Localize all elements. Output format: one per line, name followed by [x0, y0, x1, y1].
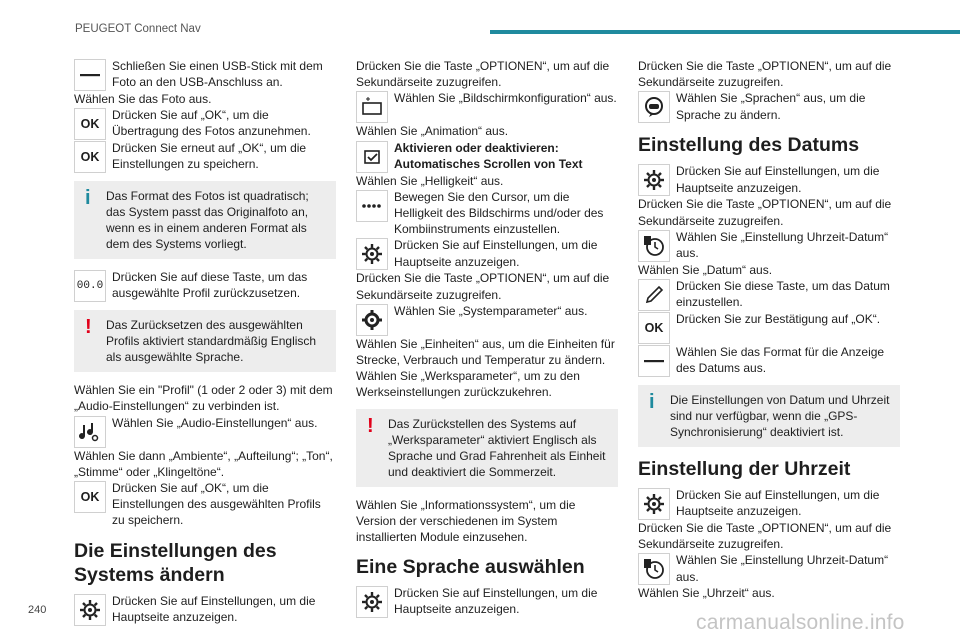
instruction-row: Drücken Sie auf Einstellungen, um die Hauptseite anzuzeigen.: [356, 585, 618, 618]
column-3: Drücken Sie die Taste „OPTIONEN“, um auf die Sekundärseite zuzugreifen. Wählen Sie „Sprachen“ aus, um die Sprache zu ändern. Einstellung des Datums Drücken Sie auf Einstellungen, um die Hauptseite anzuzeigen. Drücken Sie die Taste „OPTIONEN“, um auf die Sekundärseite zuzugreifen. Wählen Sie „Einstellung Uhrzeit-Datum“ aus. Wählen Sie „Datum“ aus. Drücken Sie diese Taste, um das Datum einzustellen. OK Drücken Sie zur Bestätigung auf „OK“. Wählen Sie das Format für die Anzeige des Datums aus. i Die Einstellungen von Datum und Uhrzeit sind nur verfügbar, wenn die „GPS-Synchronisierung“ deaktiviert ist. Einstellung der Uhrzeit Drücken Sie auf Einstellungen, um die Hauptseite anzuzeigen. Drücken Sie die Taste „OPTIONEN“, um auf die Sekundärseite zuzugreifen. Wählen Sie „Einstellung Uhrzeit-Datum“ aus. Wählen Sie „Uhrzeit“ aus.: [638, 58, 900, 602]
column-1: Schließen Sie einen USB-Stick mit dem Foto an den USB-Anschluss an. Wählen Sie das Foto aus. OK Drücken Sie auf „OK“, um die Übertragung des Fotos anzunehmen. OK Drücken Sie erneut auf „OK“, um die Einstellungen zu speichern. i Das Format des Fotos ist quadratisch; das System passt das Originalfoto an, wenn es in einem anderen Format als dem des Systems vorliegt. 00.0 Drücken Sie auf diese Taste, um das ausgewählte Profil zurückzusetzen. ! Das Zurücksetzen des ausgewählten Profils aktiviert standardmäßig Englisch als ausgewählte Sprache. Wählen Sie ein "Profil" (1 oder 2 oder 3) mit dem „Audio-Einstellungen“ zu verbinden ist. Wählen Sie „Audio-Einstellungen“ aus. Wählen Sie dann „Ambiente“, „Aufteilung“; „Ton“, „Stimme“ oder „Klingeltöne“. OK Drücken Sie auf „OK“, um die Einstellungen des ausgewählten Profils zu speichern. Die Einstellungen des Systems ändern Drücken Sie auf Einstellungen, um die Hauptseite anzuzeigen.: [74, 58, 336, 626]
ok-button-icon: OK: [74, 141, 106, 173]
instruction-row: Schließen Sie einen USB-Stick mit dem Foto an den USB-Anschluss an.: [74, 58, 336, 91]
clock-icon: [638, 230, 670, 262]
instruction-row: Wählen Sie „Systemparameter“ aus.: [356, 303, 618, 336]
instruction-row: OK Drücken Sie erneut auf „OK“, um die Einstellungen zu speichern.: [74, 140, 336, 173]
clock-icon: [638, 553, 670, 585]
ok-button-icon: OK: [74, 481, 106, 513]
instruction-row: Bewegen Sie den Cursor, um die Helligkeit des Bildschirms und/oder des Kombiinstruments einzustellen.: [356, 189, 618, 238]
info-note: i Die Einstellungen von Datum und Uhrzeit sind nur verfügbar, wenn die „GPS-Synchronisierung“ deaktiviert ist.: [638, 385, 900, 447]
warning-icon: !: [367, 414, 374, 437]
instruction-row: Wählen Sie „Einstellung Uhrzeit-Datum“ aus.: [638, 552, 900, 585]
reset-profile-icon: 00.0: [74, 270, 106, 302]
pencil-icon: [638, 279, 670, 311]
ok-button-icon: OK: [638, 312, 670, 344]
instruction-row: Drücken Sie auf Einstellungen, um die Hauptseite anzuzeigen.: [356, 237, 618, 270]
instruction-row: Wählen Sie das Format für die Anzeige des Datums aus.: [638, 344, 900, 377]
checkbox-icon: [356, 141, 388, 173]
info-note: i Das Format des Fotos ist quadratisch; das System passt das Originalfoto an, wenn es in einem anderen Format als dem des Systems vorliegt.: [74, 181, 336, 259]
instruction-row: 00.0 Drücken Sie auf diese Taste, um das ausgewählte Profil zurückzusetzen.: [74, 269, 336, 302]
column-2: Drücken Sie die Taste „OPTIONEN“, um auf die Sekundärseite zuzugreifen. Wählen Sie „Bildschirmkonfiguration“ aus. Wählen Sie „Animation“ aus. Aktivieren oder deaktivieren: Automatisches Scrollen von Text Wählen Sie „Helligkeit“ aus. Bewegen Sie den Cursor, um die Helligkeit des Bildschirms und/oder des Kombiinstruments einzustellen. Drücken Sie auf Einstellungen, um die Hauptseite anzuzeigen. Drücken Sie die Taste „OPTIONEN“, um auf die Sekundärseite zuzugreifen. Wählen Sie „Systemparameter“ aus. Wählen Sie „Einheiten“ aus, um die Einheiten für Strecke, Verbrauch und Temperatur zu ändern. Wählen Sie „Werksparameter“, um zu den Werkseinstellungen zurückzukehren. ! Das Zurückstellen des Systems auf „Werksparameter“ aktiviert Englisch als Sprache und Grad Fahrenheit als Einheit und deaktiviert die Sommerzeit. Wählen Sie „Informationssystem“, um die Version der verschiedenen im System installierten Module einzusehen. Eine Sprache auswählen Drücken Sie auf Einstellungen, um die Hauptseite anzuzeigen.: [356, 59, 617, 617]
audio-settings-icon: [74, 416, 106, 448]
info-icon: i: [649, 391, 655, 414]
warning-note: ! Das Zurückstellen des Systems auf „Werksparameter“ aktiviert Englisch als Sprache und Grad Fahrenheit als Einheit und deaktiviert die Sommerzeit.: [356, 409, 618, 487]
instruction-row: Wählen Sie „Bildschirmkonfiguration“ aus.: [356, 90, 618, 123]
screen-config-icon: [356, 91, 388, 123]
ok-button-icon: OK: [74, 108, 106, 140]
warning-note: ! Das Zurücksetzen des ausgewählten Profils aktiviert standardmäßig Englisch als ausgewählte Sprache.: [74, 310, 336, 372]
page-number: 240: [28, 604, 47, 616]
gear-icon: [74, 594, 106, 626]
gear-icon: [356, 586, 388, 618]
header-accent-bar: [490, 30, 960, 34]
instruction-row: OK Drücken Sie auf „OK“, um die Einstellungen des ausgewählten Profils zu speichern.: [74, 480, 336, 529]
warning-icon: !: [85, 316, 92, 339]
instruction-row: Aktivieren oder deaktivieren: Automatisches Scrollen von Text: [356, 140, 618, 173]
instruction-row: OK Drücken Sie auf „OK“, um die Übertragung des Fotos anzunehmen.: [74, 107, 336, 140]
instruction-row: Drücken Sie auf Einstellungen, um die Hauptseite anzuzeigen.: [638, 487, 900, 520]
language-icon: [638, 91, 670, 123]
instruction-row: Drücken Sie diese Taste, um das Datum einzustellen.: [638, 278, 900, 311]
instruction-row: Wählen Sie „Sprachen“ aus, um die Sprache zu ändern.: [638, 90, 900, 123]
gear-icon: [356, 238, 388, 270]
watermark: carmanualsonline.info: [696, 611, 905, 634]
instruction-row: Drücken Sie auf Einstellungen, um die Hauptseite anzuzeigen.: [74, 593, 336, 626]
section-heading: Eine Sprache auswählen: [356, 556, 585, 579]
brightness-slider-icon: [356, 190, 388, 222]
instruction-row: Drücken Sie auf Einstellungen, um die Hauptseite anzuzeigen.: [638, 163, 900, 196]
system-params-icon: [356, 304, 388, 336]
instruction-row: OK Drücken Sie zur Bestätigung auf „OK“.: [638, 311, 900, 344]
format-bar-icon: [638, 345, 670, 377]
gear-icon: [638, 164, 670, 196]
instruction-row: Wählen Sie „Audio-Einstellungen“ aus.: [74, 415, 336, 448]
usb-bar-icon: [74, 59, 106, 91]
section-heading: Einstellung des Datums: [638, 134, 860, 157]
info-icon: i: [85, 187, 91, 210]
section-heading: Die Einstellungen des Systems ändern: [74, 539, 277, 586]
section-heading: Einstellung der Uhrzeit: [638, 458, 851, 481]
gear-icon: [638, 488, 670, 520]
manual-header-title: PEUGEOT Connect Nav: [75, 23, 201, 35]
instruction-row: Wählen Sie „Einstellung Uhrzeit-Datum“ aus.: [638, 229, 900, 262]
